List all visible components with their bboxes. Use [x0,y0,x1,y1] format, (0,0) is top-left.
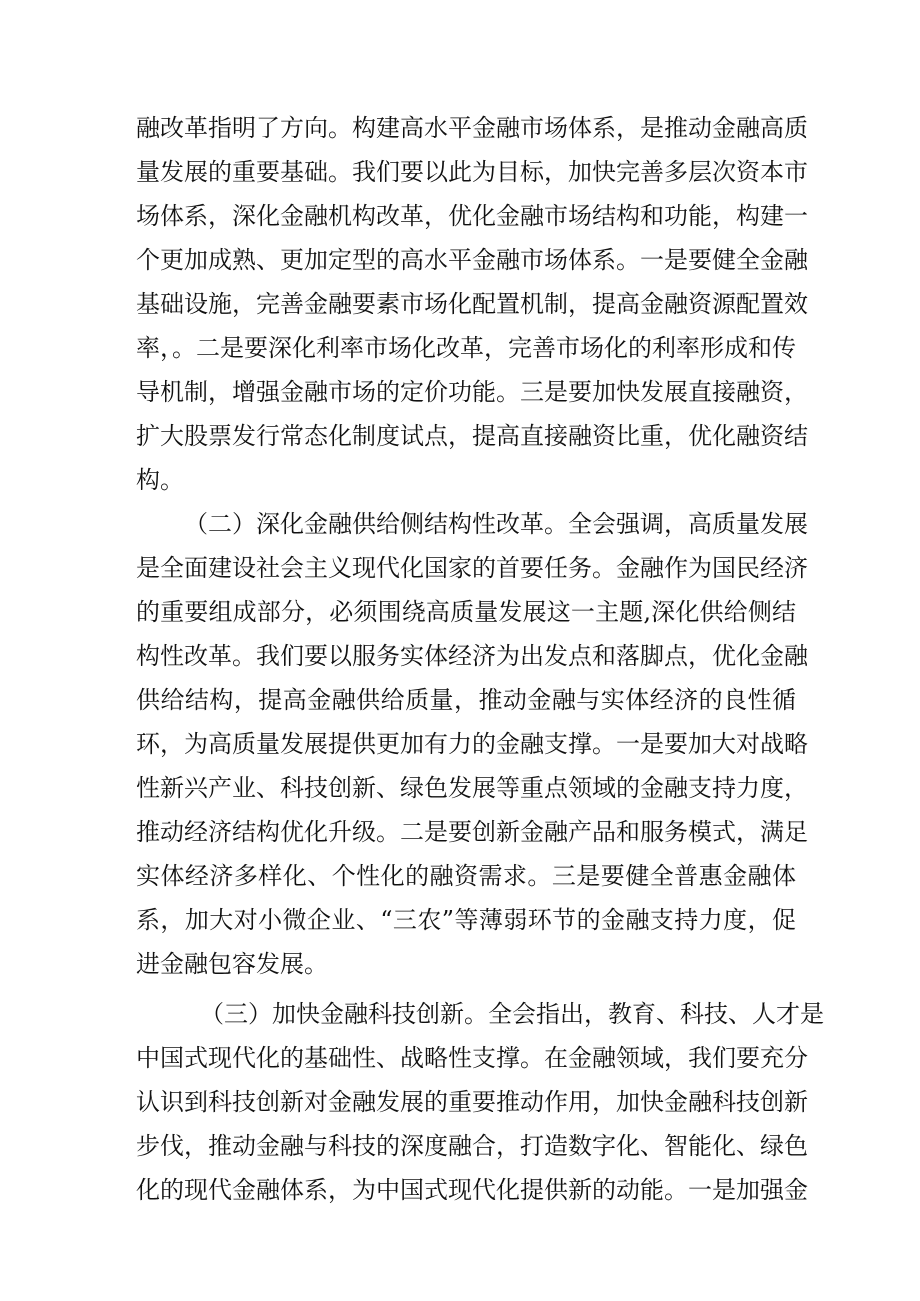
paragraph-3-line-4: 步伐，推动金融与科技的深度融合，打造数字化、智能化、绿色 [136,1132,808,1160]
paragraph-2-line-10: 系，加大对小微企业、“三农”等薄弱环节的金融支持力度，促 [136,906,796,934]
paragraph-3-line-2: 中国式现代化的基础性、战略性支撑。在金融领域，我们要充分 [136,1044,808,1072]
paragraph-1-line-1: 融改革指明了方向。构建高水平金融市场体系，是推动金融高质 [136,114,808,142]
paragraph-2-line-4: 构性改革。我们要以服务实体经济为出发点和落脚点，优化金融 [136,642,808,670]
paragraph-2-line-9: 实体经济多样化、个性化的融资需求。三是要健全普惠金融体 [136,862,796,890]
paragraph-1-line-3: 场体系，深化金融机构改革，优化金融市场结构和功能，构建一 [136,202,808,230]
paragraph-1-line-9: 构。 [136,466,184,494]
paragraph-2-line-6: 环，为高质量发展提供更加有力的金融支撑。一是要加大对战略 [136,730,808,758]
paragraph-3-line-5: 化的现代金融体系，为中国式现代化提供新的动能。一是加强金 [136,1176,808,1204]
paragraph-1-line-5: 基础设施，完善金融要素市场化配置机制，提高金融资源配置效 [136,290,808,318]
paragraph-3-line-3: 认识到科技创新对金融发展的重要推动作用，加快金融科技创新 [136,1088,808,1116]
paragraph-2-line-11: 进金融包容发展。 [136,950,328,978]
section-3-heading-line: （三）加快金融科技创新。全会指出，教育、科技、人才是 [200,1000,824,1028]
paragraph-1-line-4: 个更加成熟、更加定型的高水平金融市场体系。一是要健全金融 [136,246,808,274]
section-2-heading-line: （二）深化金融供给侧结构性改革。全会强调，高质量发展 [184,510,808,538]
paragraph-2-line-5: 供给结构，提高金融供给质量，推动金融与实体经济的良性循 [136,686,796,714]
paragraph-1-line-6: 率，。二是要深化利率市场化改革，完善市场化的利率形成和传 [136,334,796,362]
paragraph-1-line-8: 扩大股票发行常态化制度试点，提高直接融资比重，优化融资结 [136,422,808,450]
paragraph-2-line-8: 推动经济结构优化升级。二是要创新金融产品和服务模式，满足 [136,818,808,846]
paragraph-2-line-3: 的重要组成部分，必须围绕高质量发展这一主题,深化供给侧结 [136,598,796,626]
paragraph-1-line-2: 量发展的重要基础。我们要以此为目标，加快完善多层次资本市 [136,158,808,186]
paragraph-2-line-7: 性新兴产业、科技创新、绿色发展等重点领域的金融支持力度， [136,774,808,802]
paragraph-2-line-2: 是全面建设社会主义现代化国家的首要任务。金融作为国民经济 [136,554,808,582]
paragraph-1-line-7: 导机制，增强金融市场的定价功能。三是要加快发展直接融资， [136,378,808,406]
